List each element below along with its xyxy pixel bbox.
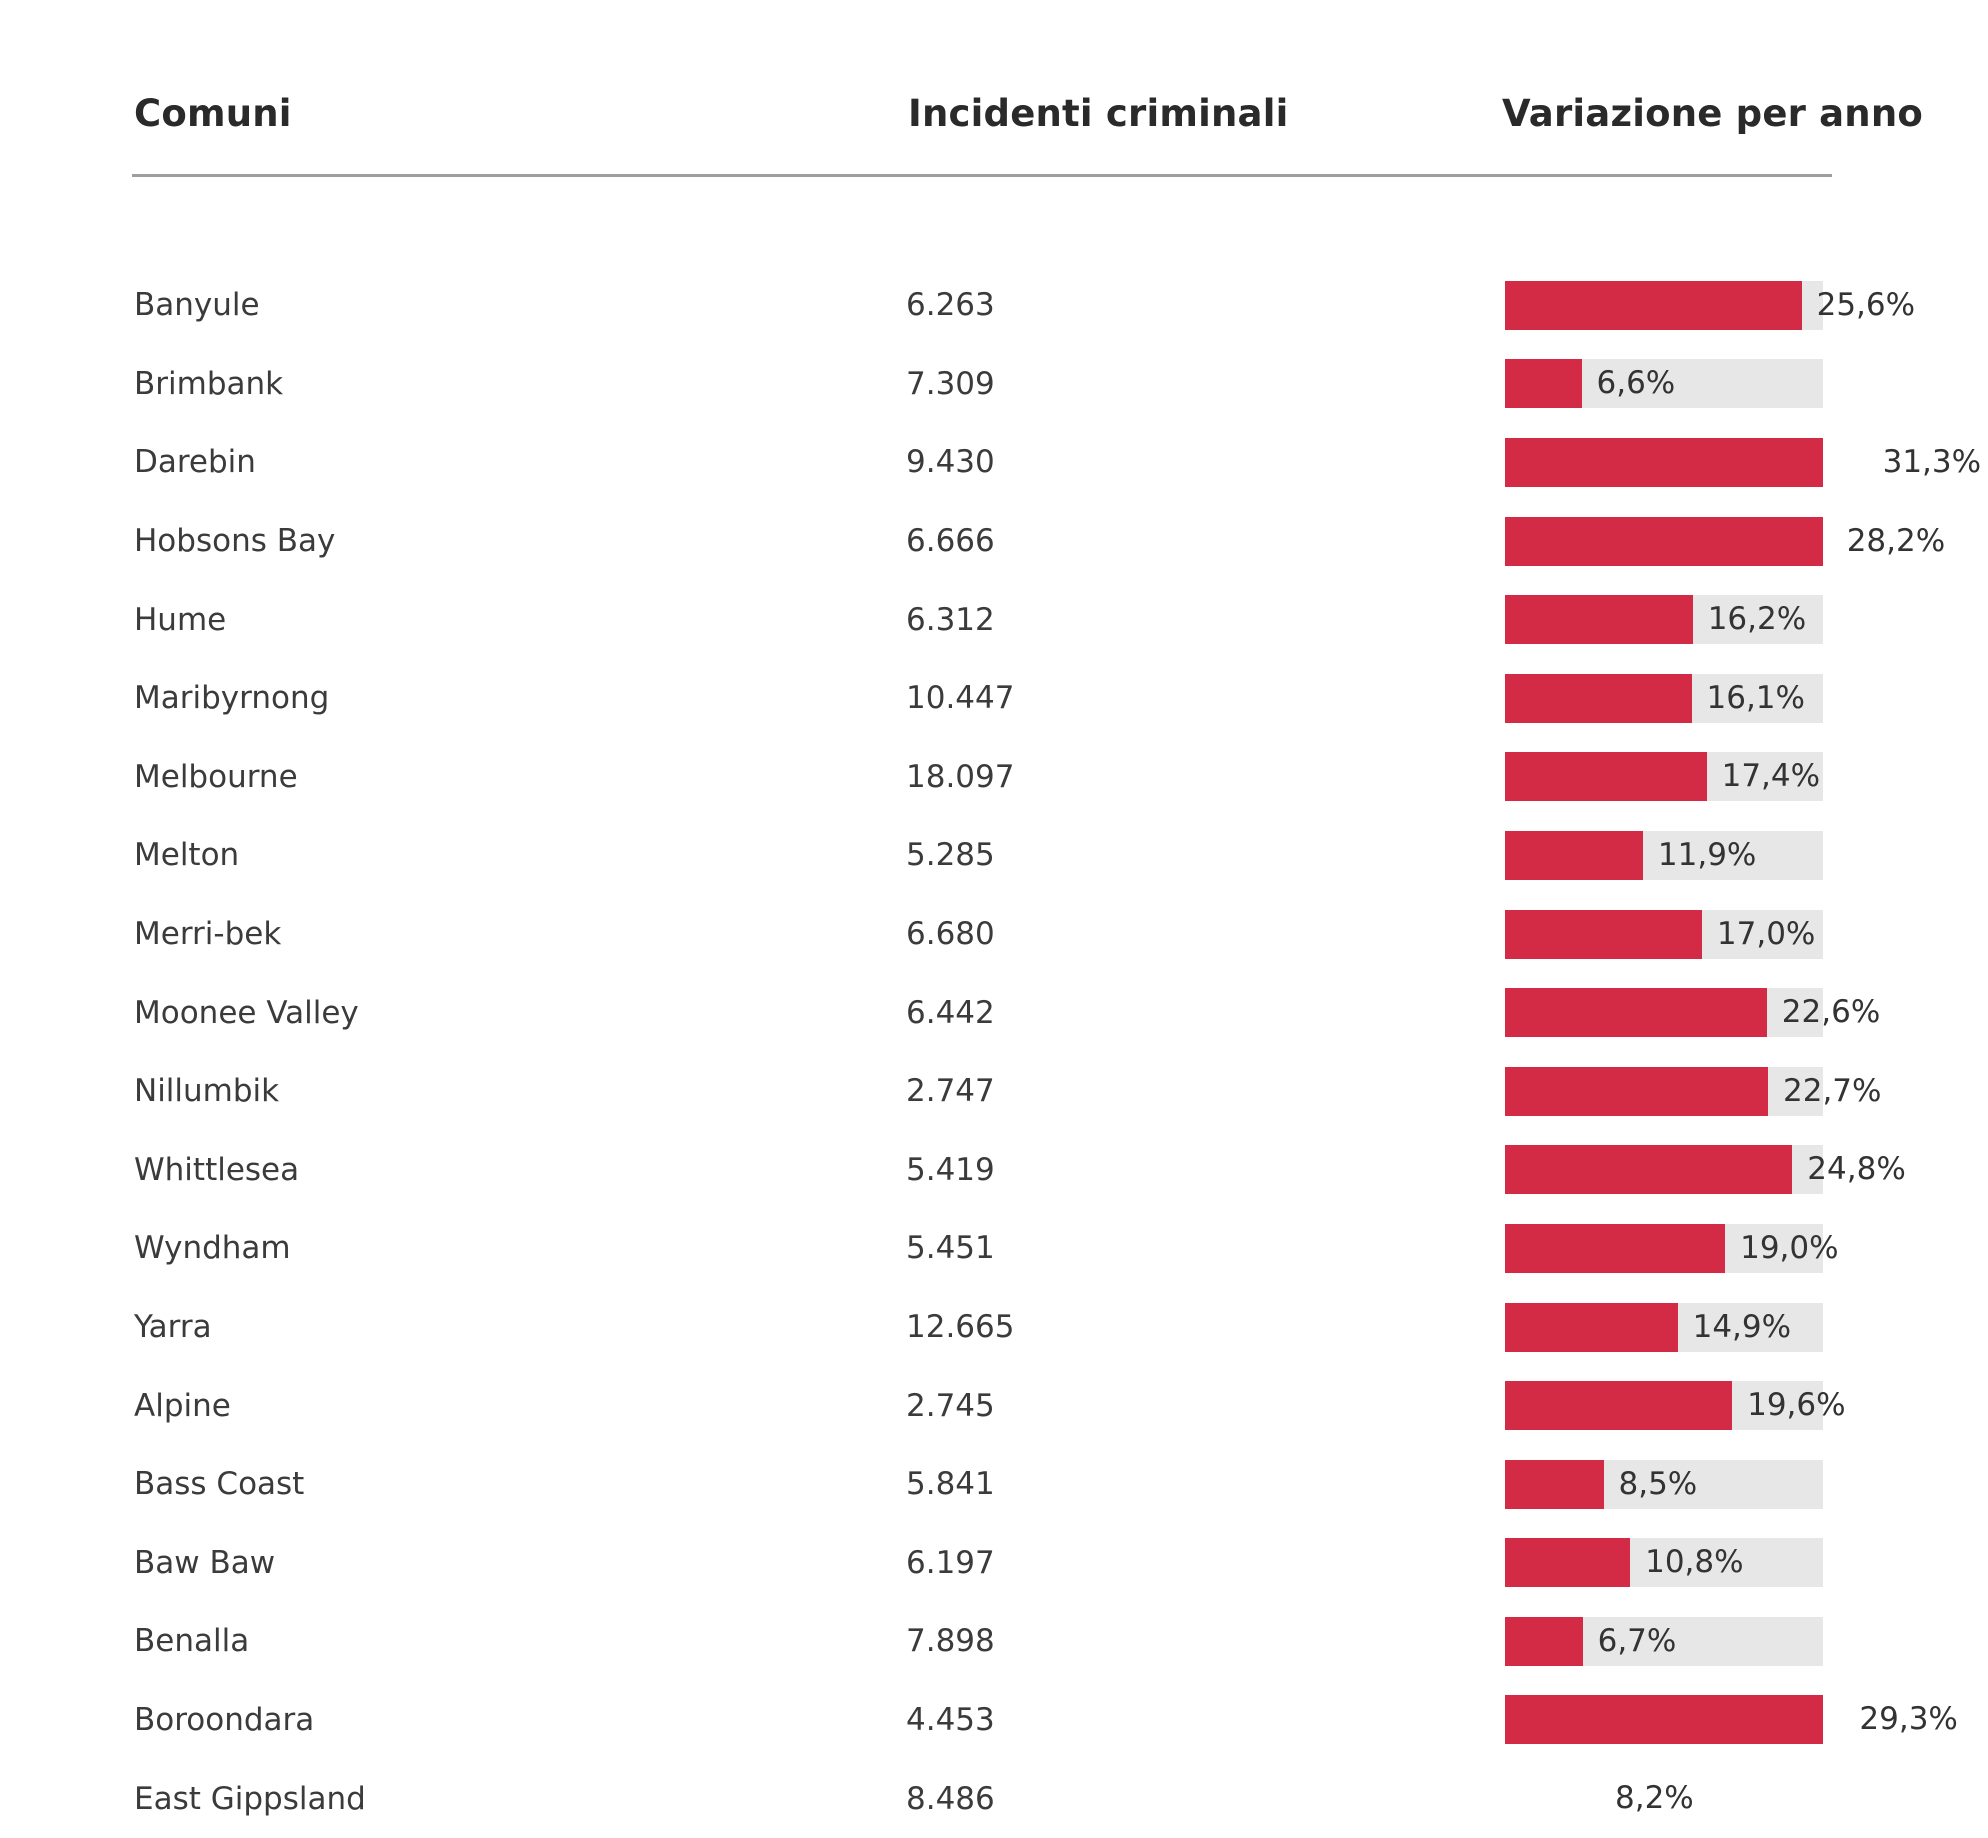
incidents-value: 5.841 — [906, 1466, 995, 1503]
change-value-label: 19,0% — [1740, 1229, 1839, 1266]
change-bar — [1505, 1145, 1988, 1194]
table-row — [0, 1524, 1988, 1603]
table-row — [0, 895, 1988, 974]
change-bar-fill — [1505, 595, 1693, 644]
change-value-label: 16,1% — [1706, 679, 1805, 716]
incidents-value: 5.451 — [906, 1230, 995, 1267]
change-bar-fill — [1505, 438, 1823, 487]
change-bar — [1505, 438, 1988, 487]
municipality-name: Brimbank — [134, 365, 284, 402]
change-bar — [1505, 1224, 1988, 1273]
incidents-value: 6.442 — [906, 994, 995, 1031]
table-row — [0, 266, 1988, 345]
change-value-label: 6,6% — [1596, 365, 1676, 402]
column-header-variazione: Variazione per anno — [1502, 92, 1924, 135]
municipality-name: Hobsons Bay — [134, 523, 336, 560]
municipality-name: Melton — [134, 837, 240, 874]
incidents-value: 6.666 — [906, 523, 995, 560]
change-bar — [1505, 359, 1988, 408]
change-bar — [1505, 517, 1988, 566]
incidents-value: 2.745 — [906, 1387, 995, 1424]
incidents-value: 12.665 — [906, 1309, 1015, 1346]
incidents-value: 7.898 — [906, 1623, 995, 1660]
change-bar-fill — [1505, 831, 1643, 880]
incidents-value: 10.447 — [906, 680, 1015, 717]
change-value-label: 8,5% — [1618, 1465, 1698, 1502]
change-bar-fill — [1505, 1224, 1725, 1273]
table-row — [0, 1052, 1988, 1131]
change-bar — [1505, 1538, 1988, 1587]
change-bar — [1505, 1303, 1988, 1352]
municipality-name: Boroondara — [134, 1701, 315, 1738]
change-value-label: 22,7% — [1783, 1072, 1882, 1109]
change-value-label: 11,9% — [1657, 836, 1757, 873]
change-bar-fill — [1505, 1067, 1768, 1116]
change-value-label: 29,3% — [1859, 1701, 1958, 1738]
incidents-value: 4.453 — [906, 1701, 995, 1738]
table-row — [0, 1681, 1988, 1760]
change-bar — [1505, 281, 1988, 330]
municipality-name: Nillumbik — [134, 1073, 280, 1110]
table-row — [0, 659, 1988, 738]
incidents-value: 6.312 — [906, 601, 995, 638]
municipality-name: Maribyrnong — [134, 680, 330, 717]
change-bar-fill — [1505, 281, 1802, 330]
change-bar-fill — [1505, 1381, 1732, 1430]
change-bar-fill — [1505, 359, 1582, 408]
change-bar-fill — [1505, 1617, 1583, 1666]
table-row — [0, 502, 1988, 581]
municipality-name: Baw Baw — [134, 1544, 276, 1581]
incidents-value: 6.197 — [906, 1544, 995, 1581]
table-row — [0, 738, 1988, 817]
change-value-label: 16,2% — [1707, 601, 1807, 638]
change-bar-fill — [1505, 1145, 1792, 1194]
municipality-name: Moonee Valley — [134, 994, 359, 1031]
change-bar-fill — [1505, 517, 1823, 566]
header-rule — [132, 174, 1832, 177]
table-row — [0, 1445, 1988, 1524]
municipality-name: Wyndham — [134, 1230, 291, 1267]
table-row — [0, 345, 1988, 424]
table-row — [0, 1209, 1988, 1288]
change-value-label: 25,6% — [1816, 286, 1916, 323]
change-bar-fill — [1505, 674, 1692, 723]
municipality-name: Melbourne — [134, 758, 298, 795]
incidents-value: 6.263 — [906, 287, 995, 324]
municipality-name: Yarra — [134, 1309, 212, 1346]
table-row — [0, 423, 1988, 502]
incidents-value: 9.430 — [906, 444, 995, 481]
table-row — [0, 1602, 1988, 1681]
incidents-value: 6.680 — [906, 916, 995, 953]
change-value-label: 28,2% — [1846, 522, 1946, 559]
change-bar — [1505, 595, 1988, 644]
municipality-name: Benalla — [134, 1623, 250, 1660]
table-row — [0, 1131, 1988, 1210]
table-row — [0, 1759, 1988, 1838]
change-bar-fill — [1505, 1303, 1678, 1352]
municipality-name: East Gippsland — [134, 1780, 366, 1817]
table-row — [0, 1288, 1988, 1367]
change-bar — [1505, 1460, 1988, 1509]
municipality-name: Bass Coast — [134, 1466, 305, 1503]
change-bar — [1505, 674, 1988, 723]
change-bar — [1505, 1381, 1988, 1430]
municipality-name: Darebin — [134, 444, 256, 481]
change-bar — [1505, 988, 1988, 1037]
change-value-label: 19,6% — [1747, 1387, 1846, 1424]
table-body — [0, 266, 1988, 1838]
column-header-comuni: Comuni — [134, 92, 292, 135]
change-bar-fill — [1505, 1695, 1823, 1744]
change-bar — [1505, 1067, 1988, 1116]
change-value-label: 10,8% — [1645, 1544, 1744, 1581]
table-row — [0, 580, 1988, 659]
change-value-label: 22,6% — [1781, 994, 1881, 1031]
change-value-label: 6,7% — [1597, 1622, 1677, 1659]
municipality-name: Hume — [134, 601, 227, 638]
municipality-name: Whittlesea — [134, 1151, 300, 1188]
change-bar-fill — [1505, 752, 1707, 801]
change-bar — [1505, 831, 1988, 880]
table-row — [0, 1366, 1988, 1445]
incidents-value: 18.097 — [906, 758, 1015, 795]
change-bar — [1505, 1695, 1988, 1744]
municipality-name: Merri-bek — [134, 916, 282, 953]
incidents-value: 5.285 — [906, 837, 995, 874]
municipality-name: Banyule — [134, 287, 260, 324]
change-bar-fill — [1505, 1460, 1604, 1509]
change-bar-fill — [1505, 988, 1767, 1037]
municipality-name: Alpine — [134, 1387, 231, 1424]
change-bar — [1505, 752, 1988, 801]
change-value-label: 17,0% — [1716, 915, 1816, 952]
change-value-label: 31,3% — [1882, 443, 1982, 480]
change-bar — [1505, 1617, 1988, 1666]
change-bar-fill — [1505, 910, 1702, 959]
column-header-incidenti: Incidenti criminali — [908, 92, 1289, 135]
change-value-label: 17,4% — [1721, 758, 1821, 795]
change-value-label: 8,2% — [1615, 1780, 1694, 1817]
change-bar — [1505, 910, 1988, 959]
change-bar — [1505, 1774, 1988, 1823]
change-bar-fill — [1505, 1538, 1630, 1587]
change-value-label: 14,9% — [1692, 1308, 1792, 1345]
table-row — [0, 973, 1988, 1052]
incidents-value: 5.419 — [906, 1151, 995, 1188]
table-row — [0, 816, 1988, 895]
incidents-value: 7.309 — [906, 365, 995, 402]
incidents-value: 8.486 — [906, 1780, 995, 1817]
change-value-label: 24,8% — [1807, 1151, 1906, 1188]
incidents-value: 2.747 — [906, 1073, 995, 1110]
